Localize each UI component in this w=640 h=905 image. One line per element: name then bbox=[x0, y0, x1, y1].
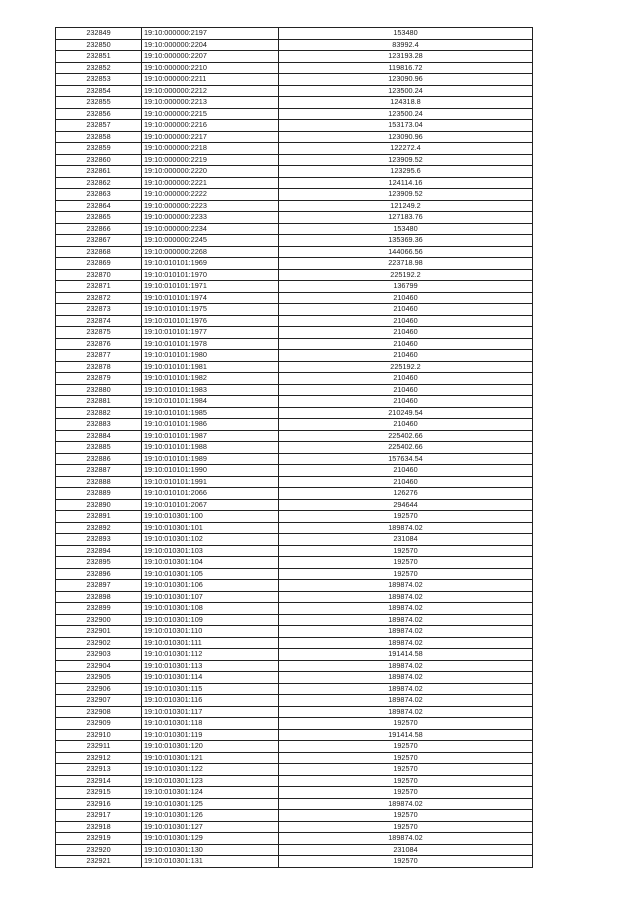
table-row bbox=[56, 384, 533, 396]
value-cell: 136799 bbox=[279, 281, 533, 293]
row-number-cell: 232860 bbox=[56, 154, 142, 166]
value-cell: 210460 bbox=[279, 350, 533, 362]
value-cell: 192570 bbox=[279, 752, 533, 764]
row-number-cell: 232921 bbox=[56, 856, 142, 868]
row-number-cell: 232913 bbox=[56, 764, 142, 776]
cadastral-number-cell: 19:10:010101:1984 bbox=[142, 396, 279, 408]
row-number-cell: 232911 bbox=[56, 741, 142, 753]
value-cell: 210460 bbox=[279, 304, 533, 316]
row-number-cell: 232849 bbox=[56, 28, 142, 40]
table-row bbox=[56, 304, 533, 316]
value-cell: 192570 bbox=[279, 511, 533, 523]
row-number-cell: 232867 bbox=[56, 235, 142, 247]
value-cell: 210460 bbox=[279, 465, 533, 477]
table-row bbox=[56, 672, 533, 684]
value-cell: 123193.28 bbox=[279, 51, 533, 63]
row-number-cell: 232855 bbox=[56, 97, 142, 109]
row-number-cell: 232889 bbox=[56, 488, 142, 500]
value-cell: 210460 bbox=[279, 292, 533, 304]
table-row bbox=[56, 488, 533, 500]
value-cell: 192570 bbox=[279, 545, 533, 557]
value-cell: 123500.24 bbox=[279, 108, 533, 120]
cadastral-number-cell: 19:10:010301:101 bbox=[142, 522, 279, 534]
value-cell: 231084 bbox=[279, 534, 533, 546]
value-cell: 189874.02 bbox=[279, 706, 533, 718]
table-row bbox=[56, 453, 533, 465]
cadastral-number-cell: 19:10:000000:2222 bbox=[142, 189, 279, 201]
cadastral-number-cell: 19:10:010301:110 bbox=[142, 626, 279, 638]
cadastral-number-cell: 19:10:010301:125 bbox=[142, 798, 279, 810]
row-number-cell: 232859 bbox=[56, 143, 142, 155]
row-number-cell: 232884 bbox=[56, 430, 142, 442]
row-number-cell: 232851 bbox=[56, 51, 142, 63]
row-number-cell: 232895 bbox=[56, 557, 142, 569]
value-cell: 225192.2 bbox=[279, 361, 533, 373]
table-row bbox=[56, 350, 533, 362]
cadastral-number-cell: 19:10:010101:1970 bbox=[142, 269, 279, 281]
value-cell: 123295.6 bbox=[279, 166, 533, 178]
row-number-cell: 232910 bbox=[56, 729, 142, 741]
table-row bbox=[56, 568, 533, 580]
cadastral-number-cell: 19:10:010301:103 bbox=[142, 545, 279, 557]
row-number-cell: 232881 bbox=[56, 396, 142, 408]
table-row bbox=[56, 465, 533, 477]
table-row bbox=[56, 85, 533, 97]
value-cell: 189874.02 bbox=[279, 833, 533, 845]
table-row bbox=[56, 419, 533, 431]
row-number-cell: 232869 bbox=[56, 258, 142, 270]
row-number-cell: 232900 bbox=[56, 614, 142, 626]
table-row bbox=[56, 373, 533, 385]
cadastral-number-cell: 19:10:000000:2268 bbox=[142, 246, 279, 258]
table-row bbox=[56, 591, 533, 603]
row-number-cell: 232893 bbox=[56, 534, 142, 546]
value-cell: 192570 bbox=[279, 856, 533, 868]
table-row bbox=[56, 361, 533, 373]
table-row bbox=[56, 614, 533, 626]
row-number-cell: 232875 bbox=[56, 327, 142, 339]
row-number-cell: 232863 bbox=[56, 189, 142, 201]
cadastral-number-cell: 19:10:010101:1987 bbox=[142, 430, 279, 442]
cadastral-number-cell: 19:10:000000:2204 bbox=[142, 39, 279, 51]
value-cell: 210460 bbox=[279, 327, 533, 339]
value-cell: 192570 bbox=[279, 821, 533, 833]
cadastral-number-cell: 19:10:010101:1989 bbox=[142, 453, 279, 465]
value-cell: 83992.4 bbox=[279, 39, 533, 51]
cadastral-number-cell: 19:10:010101:1988 bbox=[142, 442, 279, 454]
row-number-cell: 232898 bbox=[56, 591, 142, 603]
value-cell: 144066.56 bbox=[279, 246, 533, 258]
value-cell: 192570 bbox=[279, 557, 533, 569]
row-number-cell: 232912 bbox=[56, 752, 142, 764]
cadastral-number-cell: 19:10:010101:1969 bbox=[142, 258, 279, 270]
value-cell: 192570 bbox=[279, 810, 533, 822]
cadastral-number-cell: 19:10:010101:1990 bbox=[142, 465, 279, 477]
value-cell: 231084 bbox=[279, 844, 533, 856]
table-row bbox=[56, 430, 533, 442]
table-row bbox=[56, 235, 533, 247]
value-cell: 153173.04 bbox=[279, 120, 533, 132]
cadastral-number-cell: 19:10:010301:124 bbox=[142, 787, 279, 799]
table-row bbox=[56, 166, 533, 178]
table-row bbox=[56, 660, 533, 672]
value-cell: 124318.8 bbox=[279, 97, 533, 109]
value-cell: 126276 bbox=[279, 488, 533, 500]
table-row bbox=[56, 603, 533, 615]
value-cell: 189874.02 bbox=[279, 660, 533, 672]
table-row bbox=[56, 810, 533, 822]
row-number-cell: 232891 bbox=[56, 511, 142, 523]
cadastral-number-cell: 19:10:010301:112 bbox=[142, 649, 279, 661]
cadastral-number-cell: 19:10:010101:1991 bbox=[142, 476, 279, 488]
row-number-cell: 232878 bbox=[56, 361, 142, 373]
cadastral-number-cell: 19:10:010101:1986 bbox=[142, 419, 279, 431]
row-number-cell: 232850 bbox=[56, 39, 142, 51]
table-row bbox=[56, 545, 533, 557]
table-row bbox=[56, 396, 533, 408]
cadastral-number-cell: 19:10:010101:1981 bbox=[142, 361, 279, 373]
row-number-cell: 232904 bbox=[56, 660, 142, 672]
row-number-cell: 232902 bbox=[56, 637, 142, 649]
cadastral-number-cell: 19:10:010101:1985 bbox=[142, 407, 279, 419]
row-number-cell: 232907 bbox=[56, 695, 142, 707]
value-cell: 123500.24 bbox=[279, 85, 533, 97]
value-cell: 119816.72 bbox=[279, 62, 533, 74]
table-row bbox=[56, 844, 533, 856]
table-row bbox=[56, 534, 533, 546]
value-cell: 192570 bbox=[279, 568, 533, 580]
value-cell: 210460 bbox=[279, 338, 533, 350]
cadastral-number-cell: 19:10:010301:113 bbox=[142, 660, 279, 672]
row-number-cell: 232887 bbox=[56, 465, 142, 477]
table-row bbox=[56, 833, 533, 845]
table-row bbox=[56, 74, 533, 86]
row-number-cell: 232853 bbox=[56, 74, 142, 86]
value-cell: 191414.58 bbox=[279, 649, 533, 661]
cadastral-number-cell: 19:10:010301:118 bbox=[142, 718, 279, 730]
cadastral-number-cell: 19:10:010301:108 bbox=[142, 603, 279, 615]
row-number-cell: 232861 bbox=[56, 166, 142, 178]
row-number-cell: 232883 bbox=[56, 419, 142, 431]
value-cell: 123090.96 bbox=[279, 131, 533, 143]
row-number-cell: 232914 bbox=[56, 775, 142, 787]
table-row bbox=[56, 97, 533, 109]
value-cell: 123909.52 bbox=[279, 154, 533, 166]
cadastral-number-cell: 19:10:010301:105 bbox=[142, 568, 279, 580]
value-cell: 192570 bbox=[279, 741, 533, 753]
value-cell: 189874.02 bbox=[279, 614, 533, 626]
row-number-cell: 232915 bbox=[56, 787, 142, 799]
table-row bbox=[56, 752, 533, 764]
value-cell: 123090.96 bbox=[279, 74, 533, 86]
value-cell: 210460 bbox=[279, 384, 533, 396]
cadastral-number-cell: 19:10:000000:2220 bbox=[142, 166, 279, 178]
cadastral-number-cell: 19:10:010301:115 bbox=[142, 683, 279, 695]
cadastral-number-cell: 19:10:010301:129 bbox=[142, 833, 279, 845]
cadastral-number-cell: 19:10:000000:2219 bbox=[142, 154, 279, 166]
row-number-cell: 232858 bbox=[56, 131, 142, 143]
value-cell: 189874.02 bbox=[279, 798, 533, 810]
cadastral-number-cell: 19:10:000000:2212 bbox=[142, 85, 279, 97]
table-row bbox=[56, 798, 533, 810]
cadastral-number-cell: 19:10:010301:117 bbox=[142, 706, 279, 718]
value-cell: 189874.02 bbox=[279, 603, 533, 615]
cadastral-number-cell: 19:10:010301:130 bbox=[142, 844, 279, 856]
cadastral-number-cell: 19:10:010301:120 bbox=[142, 741, 279, 753]
value-cell: 210460 bbox=[279, 373, 533, 385]
row-number-cell: 232882 bbox=[56, 407, 142, 419]
row-number-cell: 232876 bbox=[56, 338, 142, 350]
table-row bbox=[56, 108, 533, 120]
cadastral-number-cell: 19:10:010301:121 bbox=[142, 752, 279, 764]
table-row bbox=[56, 28, 533, 40]
table-row bbox=[56, 189, 533, 201]
table-row bbox=[56, 258, 533, 270]
cadastral-number-cell: 19:10:010301:123 bbox=[142, 775, 279, 787]
row-number-cell: 232896 bbox=[56, 568, 142, 580]
cadastral-number-cell: 19:10:000000:2218 bbox=[142, 143, 279, 155]
table-row bbox=[56, 338, 533, 350]
cadastral-number-cell: 19:10:010301:102 bbox=[142, 534, 279, 546]
cadastral-number-cell: 19:10:010301:109 bbox=[142, 614, 279, 626]
cadastral-number-cell: 19:10:000000:2213 bbox=[142, 97, 279, 109]
table-row bbox=[56, 706, 533, 718]
table-row bbox=[56, 62, 533, 74]
row-number-cell: 232906 bbox=[56, 683, 142, 695]
value-cell: 189874.02 bbox=[279, 591, 533, 603]
row-number-cell: 232868 bbox=[56, 246, 142, 258]
table-row bbox=[56, 292, 533, 304]
row-number-cell: 232852 bbox=[56, 62, 142, 74]
value-cell: 191414.58 bbox=[279, 729, 533, 741]
cadastral-number-cell: 19:10:010101:2066 bbox=[142, 488, 279, 500]
cadastral-number-cell: 19:10:000000:2217 bbox=[142, 131, 279, 143]
table-row bbox=[56, 683, 533, 695]
value-cell: 123909.52 bbox=[279, 189, 533, 201]
table-row bbox=[56, 246, 533, 258]
value-cell: 189874.02 bbox=[279, 626, 533, 638]
cadastral-number-cell: 19:10:010101:1983 bbox=[142, 384, 279, 396]
cadastral-number-cell: 19:10:010301:122 bbox=[142, 764, 279, 776]
row-number-cell: 232894 bbox=[56, 545, 142, 557]
value-cell: 121249.2 bbox=[279, 200, 533, 212]
cadastral-number-cell: 19:10:010301:119 bbox=[142, 729, 279, 741]
cadastral-number-cell: 19:10:010101:1978 bbox=[142, 338, 279, 350]
table-row bbox=[56, 154, 533, 166]
row-number-cell: 232892 bbox=[56, 522, 142, 534]
cadastral-number-cell: 19:10:010101:1980 bbox=[142, 350, 279, 362]
table-row bbox=[56, 511, 533, 523]
value-cell: 210460 bbox=[279, 315, 533, 327]
row-number-cell: 232866 bbox=[56, 223, 142, 235]
row-number-cell: 232917 bbox=[56, 810, 142, 822]
table-row bbox=[56, 442, 533, 454]
cadastral-number-cell: 19:10:000000:2221 bbox=[142, 177, 279, 189]
value-cell: 210460 bbox=[279, 476, 533, 488]
row-number-cell: 232864 bbox=[56, 200, 142, 212]
row-number-cell: 232871 bbox=[56, 281, 142, 293]
value-cell: 192570 bbox=[279, 787, 533, 799]
cadastral-number-cell: 19:10:010301:104 bbox=[142, 557, 279, 569]
row-number-cell: 232865 bbox=[56, 212, 142, 224]
cadastral-number-cell: 19:10:000000:2215 bbox=[142, 108, 279, 120]
value-cell: 189874.02 bbox=[279, 672, 533, 684]
row-number-cell: 232862 bbox=[56, 177, 142, 189]
table-row bbox=[56, 315, 533, 327]
row-number-cell: 232854 bbox=[56, 85, 142, 97]
row-number-cell: 232886 bbox=[56, 453, 142, 465]
value-cell: 225402.66 bbox=[279, 430, 533, 442]
table-row bbox=[56, 557, 533, 569]
value-cell: 189874.02 bbox=[279, 695, 533, 707]
row-number-cell: 232916 bbox=[56, 798, 142, 810]
table-row bbox=[56, 39, 533, 51]
row-number-cell: 232879 bbox=[56, 373, 142, 385]
value-cell: 153480 bbox=[279, 28, 533, 40]
cadastral-number-cell: 19:10:010301:107 bbox=[142, 591, 279, 603]
cadastral-number-cell: 19:10:010301:126 bbox=[142, 810, 279, 822]
table-row bbox=[56, 580, 533, 592]
value-cell: 210460 bbox=[279, 396, 533, 408]
table-row bbox=[56, 143, 533, 155]
row-number-cell: 232897 bbox=[56, 580, 142, 592]
table-row bbox=[56, 522, 533, 534]
data-table bbox=[55, 27, 533, 868]
row-number-cell: 232890 bbox=[56, 499, 142, 511]
value-cell: 223718.98 bbox=[279, 258, 533, 270]
value-cell: 210249.54 bbox=[279, 407, 533, 419]
row-number-cell: 232899 bbox=[56, 603, 142, 615]
row-number-cell: 232872 bbox=[56, 292, 142, 304]
cadastral-number-cell: 19:10:010101:1975 bbox=[142, 304, 279, 316]
row-number-cell: 232880 bbox=[56, 384, 142, 396]
cadastral-number-cell: 19:10:000000:2211 bbox=[142, 74, 279, 86]
cadastral-number-cell: 19:10:010301:127 bbox=[142, 821, 279, 833]
cadastral-number-cell: 19:10:010301:111 bbox=[142, 637, 279, 649]
value-cell: 192570 bbox=[279, 764, 533, 776]
cadastral-number-cell: 19:10:000000:2216 bbox=[142, 120, 279, 132]
table-row bbox=[56, 51, 533, 63]
table-row bbox=[56, 200, 533, 212]
cadastral-number-cell: 19:10:000000:2197 bbox=[142, 28, 279, 40]
value-cell: 189874.02 bbox=[279, 522, 533, 534]
row-number-cell: 232873 bbox=[56, 304, 142, 316]
table-row bbox=[56, 120, 533, 132]
table-row bbox=[56, 327, 533, 339]
table-row bbox=[56, 695, 533, 707]
row-number-cell: 232870 bbox=[56, 269, 142, 281]
row-number-cell: 232909 bbox=[56, 718, 142, 730]
value-cell: 192570 bbox=[279, 775, 533, 787]
cadastral-number-cell: 19:10:010101:1977 bbox=[142, 327, 279, 339]
table-row bbox=[56, 407, 533, 419]
table-row bbox=[56, 223, 533, 235]
row-number-cell: 232918 bbox=[56, 821, 142, 833]
cadastral-number-cell: 19:10:010301:116 bbox=[142, 695, 279, 707]
table-row bbox=[56, 626, 533, 638]
row-number-cell: 232856 bbox=[56, 108, 142, 120]
value-cell: 189874.02 bbox=[279, 580, 533, 592]
row-number-cell: 232877 bbox=[56, 350, 142, 362]
value-cell: 189874.02 bbox=[279, 683, 533, 695]
row-number-cell: 232920 bbox=[56, 844, 142, 856]
cadastral-number-cell: 19:10:010101:1976 bbox=[142, 315, 279, 327]
table-body bbox=[56, 28, 533, 868]
value-cell: 210460 bbox=[279, 419, 533, 431]
value-cell: 225192.2 bbox=[279, 269, 533, 281]
table-row bbox=[56, 476, 533, 488]
value-cell: 135369.36 bbox=[279, 235, 533, 247]
table-row bbox=[56, 787, 533, 799]
value-cell: 153480 bbox=[279, 223, 533, 235]
row-number-cell: 232888 bbox=[56, 476, 142, 488]
value-cell: 124114.16 bbox=[279, 177, 533, 189]
table-row bbox=[56, 649, 533, 661]
value-cell: 294644 bbox=[279, 499, 533, 511]
cadastral-number-cell: 19:10:010301:131 bbox=[142, 856, 279, 868]
cadastral-number-cell: 19:10:000000:2233 bbox=[142, 212, 279, 224]
table-row bbox=[56, 212, 533, 224]
row-number-cell: 232874 bbox=[56, 315, 142, 327]
cadastral-number-cell: 19:10:010101:1982 bbox=[142, 373, 279, 385]
table-row bbox=[56, 729, 533, 741]
value-cell: 192570 bbox=[279, 718, 533, 730]
table-row bbox=[56, 764, 533, 776]
table-row bbox=[56, 177, 533, 189]
row-number-cell: 232885 bbox=[56, 442, 142, 454]
table-row bbox=[56, 269, 533, 281]
table-row bbox=[56, 718, 533, 730]
cadastral-number-cell: 19:10:000000:2234 bbox=[142, 223, 279, 235]
cadastral-number-cell: 19:10:010301:100 bbox=[142, 511, 279, 523]
table-row bbox=[56, 281, 533, 293]
cadastral-number-cell: 19:10:010101:2067 bbox=[142, 499, 279, 511]
table-row bbox=[56, 775, 533, 787]
table-row bbox=[56, 856, 533, 868]
table-row bbox=[56, 741, 533, 753]
cadastral-number-cell: 19:10:000000:2210 bbox=[142, 62, 279, 74]
cadastral-number-cell: 19:10:000000:2223 bbox=[142, 200, 279, 212]
row-number-cell: 232919 bbox=[56, 833, 142, 845]
row-number-cell: 232901 bbox=[56, 626, 142, 638]
row-number-cell: 232903 bbox=[56, 649, 142, 661]
row-number-cell: 232857 bbox=[56, 120, 142, 132]
table-row bbox=[56, 131, 533, 143]
value-cell: 122272.4 bbox=[279, 143, 533, 155]
cadastral-number-cell: 19:10:000000:2245 bbox=[142, 235, 279, 247]
value-cell: 157634.54 bbox=[279, 453, 533, 465]
cadastral-number-cell: 19:10:010101:1974 bbox=[142, 292, 279, 304]
value-cell: 189874.02 bbox=[279, 637, 533, 649]
value-cell: 225402.66 bbox=[279, 442, 533, 454]
cadastral-number-cell: 19:10:010101:1971 bbox=[142, 281, 279, 293]
value-cell: 127183.76 bbox=[279, 212, 533, 224]
row-number-cell: 232908 bbox=[56, 706, 142, 718]
cadastral-number-cell: 19:10:000000:2207 bbox=[142, 51, 279, 63]
cadastral-number-cell: 19:10:010301:106 bbox=[142, 580, 279, 592]
cadastral-number-cell: 19:10:010301:114 bbox=[142, 672, 279, 684]
row-number-cell: 232905 bbox=[56, 672, 142, 684]
table-row bbox=[56, 821, 533, 833]
table-row bbox=[56, 637, 533, 649]
table-row bbox=[56, 499, 533, 511]
